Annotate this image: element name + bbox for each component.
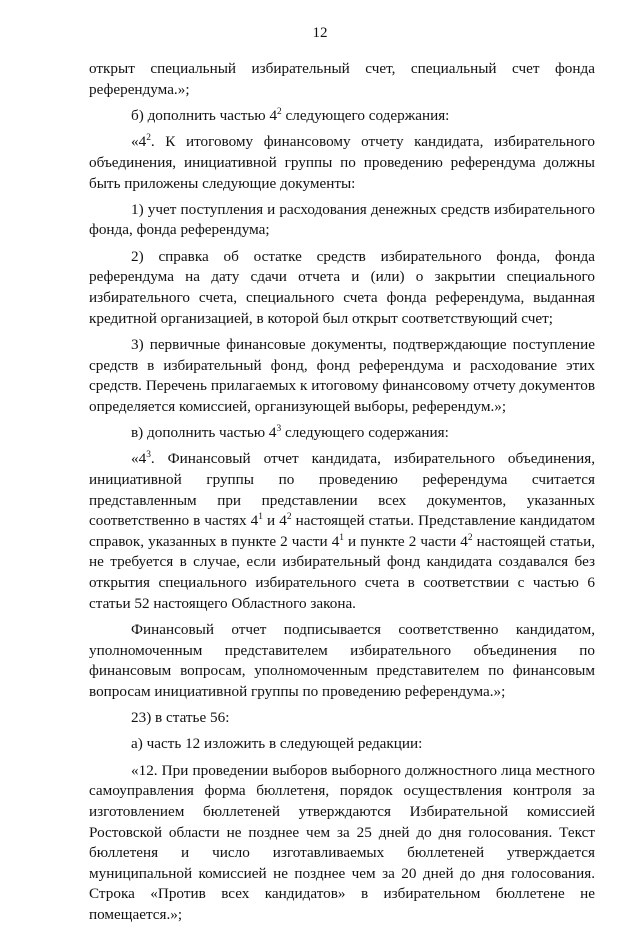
- paragraph-item-3: 3) первичные финансовые документы, подтверждающие поступление средств в избирательный фонд, фонд референдума и расходование этих средств. Перечень прилагаемых к итоговому финансовому отчету документов определяется комиссией, организующей выборы, референдум.»;: [89, 335, 595, 415]
- paragraph-continuation: открыт специальный избирательный счет, специальный счет фонда референдума.»;: [89, 60, 595, 98]
- paragraph-item-23: 23) в статье 56:: [131, 709, 230, 727]
- page-number: 12: [312, 25, 328, 41]
- paragraph-amendment-v: в) дополнить частью $4^3$ следующего содержания:: [131, 424, 449, 442]
- paragraph-item-1: 1) учет поступления и расходования денежных средств избирательного фонда, фонда референдума;: [89, 200, 595, 239]
- paragraph-item-2: 2) справка об остатке средств избирательного фонда, фонда референдума на дату сдачи отчета и (или) о закрытии специального избирательного счета, специального счета фонда референдума, выданная кредитной организацией, в которой был открыт соответствующий счет;: [89, 247, 595, 327]
- paragraph-report-signature: Финансовый отчет подписывается соответственно кандидатом, уполномоченным представителем избирательного объединения по финансовым вопросам, уполномоченным представителем по финансовым вопросам инициативной группы по проведению референдума.»;: [89, 620, 595, 700]
- paragraph-part-12: «12. При проведении выборов выборного должностного лица местного самоуправления форма бюллетеня, порядок осуществления контроля за изготовлением бюллетеней утверждаются Избирательной комиссией Ростовской области не позднее чем за 25 дней до дня голосования. Текст бюллетеня и число изготавливаемых бюллетеней утверждается муниципальной комиссией не позднее чем за 20 дней до дня голосования. Строка «Против всех кандидатов» в избирательном бюллетене не помещается.»;: [89, 761, 595, 923]
- paragraph-part-4-2: «$4^2$. К итоговому финансовому отчету кандидата, избирательного объединения, инициативной группы по проведению референдума должны быть приложены следующие документы:: [89, 133, 595, 192]
- paragraph-amendment-a: а) часть 12 изложить в следующей редакции:: [131, 735, 423, 753]
- paragraph-amendment-b: б) дополнить частью $4^2$ следующего содержания:: [131, 106, 450, 124]
- document-body: [89, 59, 595, 931]
- paragraph-part-4-3: «$4^3$. Финансовый отчет кандидата, избирательного объединения, инициативной группы по проведению референдума считается представленным при представлении всех документов, указанных соответственно в частях $4^1$ и $4^2$ настоящей статьи. Представление кандидатом справок, указанных в пункте 2 части $4^1$ и пункте 2 части $4^2$ настоящей статьи, не требуется в случае, если избирательный фонд кандидата создавался без открытия специального избирательного счета в соответствии с частью 6 статьи 52 настоящего Областного закона.: [89, 450, 596, 612]
